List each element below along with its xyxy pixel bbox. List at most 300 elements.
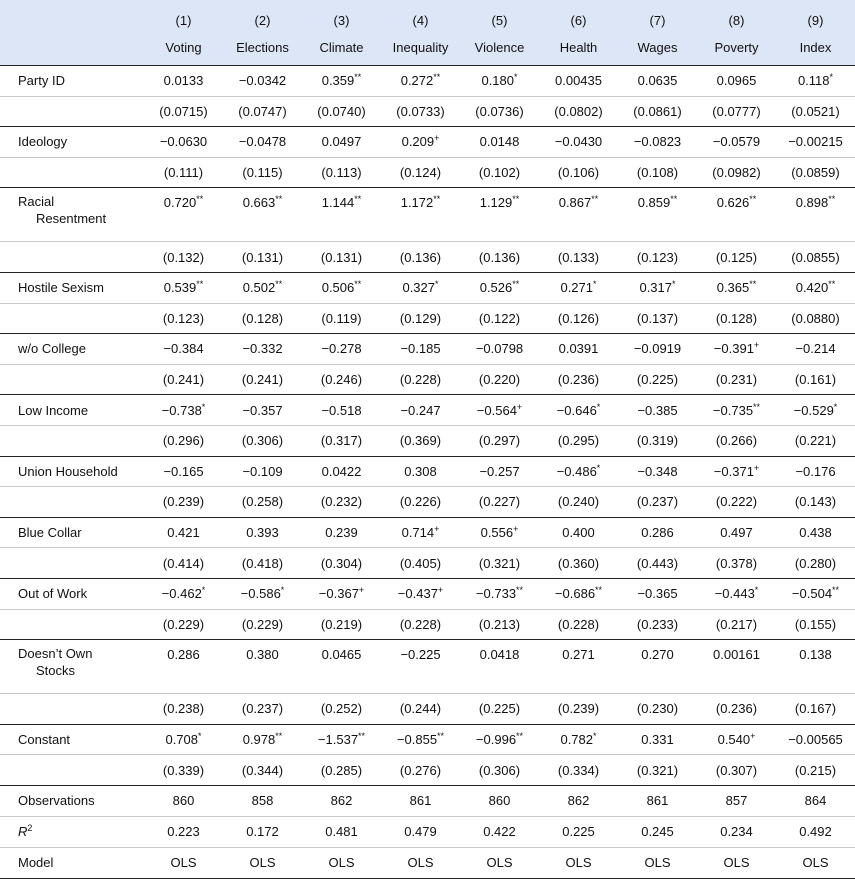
coefficient-cell <box>776 66 855 97</box>
variable-label-line: Ideology <box>18 134 68 150</box>
significance-marker: * <box>593 279 597 290</box>
statistic-value: 862 <box>567 793 590 809</box>
variable-label-line: Out of Work <box>18 586 88 602</box>
standard-error-row <box>0 548 855 579</box>
standard-error-cell: (0.321) <box>478 555 521 571</box>
standard-error-cell: (0.304) <box>320 555 363 571</box>
coefficient-cell <box>302 334 381 365</box>
coefficient-cell <box>144 272 223 303</box>
significance-marker: ** <box>358 730 366 741</box>
statistic-value: OLS <box>723 855 750 871</box>
coefficient-cell <box>618 640 697 694</box>
blank-label-cell <box>0 96 144 127</box>
blank-label-cell <box>0 242 144 273</box>
significance-marker: ** <box>433 72 441 83</box>
standard-error-cell: (0.124) <box>399 165 442 181</box>
coefficient-value: −0.0823 <box>633 134 682 150</box>
coefficient-cell <box>697 334 776 365</box>
coefficient-cell <box>776 724 855 755</box>
statistic-value: 0.492 <box>799 824 832 840</box>
coefficient-cell <box>302 517 381 548</box>
standard-error-cell: (0.143) <box>794 494 837 510</box>
coefficient-cell <box>223 640 302 694</box>
significance-marker: ** <box>433 194 441 205</box>
coefficient-value: −0.0579 <box>712 134 761 150</box>
coefficient-value: 0.0465 <box>321 647 362 663</box>
coefficient-cell <box>460 640 539 694</box>
statistic-label-text: R <box>18 824 28 840</box>
standard-error-cell: (0.119) <box>321 310 362 326</box>
statistic-value: 860 <box>172 793 195 809</box>
standard-error-cell: (0.0855) <box>791 249 840 265</box>
coefficient-value: 0.365 <box>716 280 750 296</box>
coefficient-cell <box>302 127 381 158</box>
statistic-value: 858 <box>251 793 274 809</box>
coefficient-value: 0.0418 <box>479 647 520 663</box>
standard-error-cell: (0.266) <box>715 433 758 449</box>
column-number: (3) <box>333 12 350 28</box>
standard-error-row <box>0 609 855 640</box>
coefficient-cell <box>223 188 302 242</box>
significance-marker: * <box>833 401 838 412</box>
standard-error-cell: (0.225) <box>478 701 521 717</box>
statistic-value: 860 <box>488 793 511 809</box>
column-number: (9) <box>807 12 824 28</box>
standard-error-cell: (0.319) <box>636 433 679 449</box>
coefficient-cell <box>223 127 302 158</box>
significance-marker: * <box>280 585 285 596</box>
statistic-value: OLS <box>802 855 829 871</box>
coefficient-value: 0.359 <box>321 73 355 89</box>
coefficient-value: 0.239 <box>325 525 358 541</box>
coefficient-cell <box>697 517 776 548</box>
coefficient-cell <box>381 578 460 609</box>
variable-label-line: Hostile Sexism <box>18 280 104 296</box>
coefficient-cell <box>618 724 697 755</box>
coefficient-value: 0.506 <box>321 280 355 296</box>
standard-error-cell: (0.280) <box>794 555 837 571</box>
statistic-value: 0.245 <box>641 824 674 840</box>
standard-error-cell: (0.126) <box>557 310 600 326</box>
coefficient-value: 0.331 <box>641 731 674 747</box>
coefficient-value: −0.00565 <box>788 731 843 747</box>
coefficient-cell <box>381 334 460 365</box>
standard-error-cell: (0.405) <box>399 555 442 571</box>
coefficient-value: 0.0133 <box>163 73 204 89</box>
standard-error-cell: (0.132) <box>162 249 205 265</box>
standard-error-cell: (0.418) <box>241 555 284 571</box>
variable-label-line: Constant <box>18 731 71 747</box>
standard-error-cell: (0.0802) <box>554 103 603 119</box>
standard-error-cell: (0.321) <box>636 762 679 778</box>
standard-error-cell: (0.296) <box>162 433 205 449</box>
significance-marker: + <box>434 133 440 144</box>
standard-error-cell: (0.344) <box>241 762 284 778</box>
coefficient-value: −0.518 <box>321 402 362 418</box>
variable-label-line: Low Income <box>18 402 89 418</box>
table-body <box>0 66 855 879</box>
coefficient-cell <box>697 456 776 487</box>
standard-error-cell: (0.136) <box>478 249 521 265</box>
statistic-label-superscript: 2 <box>27 823 33 834</box>
coefficient-cell <box>381 724 460 755</box>
standard-error-cell: (0.155) <box>794 616 837 632</box>
coefficient-row <box>0 272 855 303</box>
coefficient-value: −0.247 <box>400 402 441 418</box>
standard-error-cell: (0.334) <box>557 762 600 778</box>
significance-marker: ** <box>512 279 520 290</box>
standard-error-cell: (0.239) <box>557 701 600 717</box>
standard-error-cell: (0.0740) <box>317 103 366 119</box>
statistic-row <box>0 785 855 816</box>
coefficient-cell <box>144 724 223 755</box>
coefficient-value: 1.129 <box>479 195 513 211</box>
coefficient-cell <box>460 272 539 303</box>
coefficient-cell <box>776 517 855 548</box>
coefficient-value: 0.714 <box>401 525 435 541</box>
standard-error-cell: (0.106) <box>557 165 600 181</box>
coefficient-cell <box>776 334 855 365</box>
coefficient-value: 0.308 <box>404 463 437 479</box>
coefficient-value: 0.0965 <box>716 73 757 89</box>
coefficient-cell <box>697 66 776 97</box>
column-number: (8) <box>728 12 745 28</box>
coefficient-row <box>0 456 855 487</box>
header-number-row <box>0 0 855 34</box>
coefficient-cell <box>223 456 302 487</box>
coefficient-row <box>0 395 855 426</box>
coefficient-value: 0.438 <box>799 525 832 541</box>
column-name: Index <box>799 40 832 55</box>
significance-marker: + <box>753 462 760 473</box>
standard-error-cell: (0.213) <box>478 616 521 632</box>
column-name: Poverty <box>714 40 759 55</box>
coefficient-cell <box>618 578 697 609</box>
coefficient-cell <box>381 66 460 97</box>
variable-label <box>0 395 144 426</box>
standard-error-cell: (0.230) <box>636 701 679 717</box>
coefficient-cell <box>618 272 697 303</box>
significance-marker: ** <box>516 730 524 741</box>
coefficient-cell <box>460 334 539 365</box>
statistic-value: 0.422 <box>483 824 516 840</box>
variable-label-continuation: Resentment <box>36 211 107 227</box>
coefficient-value: −0.185 <box>400 341 441 357</box>
standard-error-cell: (0.237) <box>636 494 679 510</box>
standard-error-cell: (0.239) <box>162 494 205 510</box>
standard-error-row <box>0 487 855 518</box>
column-name: Health <box>559 40 598 55</box>
significance-marker: * <box>201 585 206 596</box>
blank-label-cell <box>0 157 144 188</box>
coefficient-cell <box>302 640 381 694</box>
standard-error-cell: (0.102) <box>478 165 521 181</box>
coefficient-value: −0.437 <box>397 586 438 602</box>
coefficient-value: 0.286 <box>167 647 200 663</box>
standard-error-cell: (0.236) <box>557 372 600 388</box>
significance-marker: * <box>596 401 601 412</box>
significance-marker: * <box>754 585 759 596</box>
column-name: Inequality <box>392 40 449 55</box>
coefficient-cell <box>144 640 223 694</box>
standard-error-cell: (0.125) <box>715 249 758 265</box>
significance-marker: ** <box>354 194 362 205</box>
statistic-value: OLS <box>407 855 434 871</box>
statistic-row <box>0 816 855 847</box>
coefficient-cell <box>539 395 618 426</box>
statistic-value: OLS <box>644 855 671 871</box>
blank-label-cell <box>0 694 144 725</box>
significance-marker: ** <box>828 194 836 205</box>
coefficient-cell <box>460 66 539 97</box>
standard-error-cell: (0.219) <box>320 616 363 632</box>
standard-error-cell: (0.217) <box>715 616 758 632</box>
statistic-row <box>0 847 855 878</box>
standard-error-cell: (0.378) <box>715 555 758 571</box>
coefficient-value: 0.526 <box>479 280 513 296</box>
coefficient-cell <box>539 188 618 242</box>
standard-error-cell: (0.306) <box>241 433 284 449</box>
coefficient-value: 0.502 <box>242 280 276 296</box>
coefficient-row <box>0 127 855 158</box>
significance-marker: ** <box>196 279 204 290</box>
coefficient-cell <box>302 456 381 487</box>
coefficient-value: 0.400 <box>562 525 595 541</box>
significance-marker: * <box>435 279 439 290</box>
coefficient-value: 0.708 <box>165 731 199 747</box>
coefficient-cell <box>144 456 223 487</box>
column-number: (6) <box>570 12 587 28</box>
standard-error-cell: (0.113) <box>321 165 362 181</box>
header-blank-cell <box>0 34 144 66</box>
standard-error-cell: (0.0982) <box>712 165 761 181</box>
coefficient-value: −0.371 <box>713 463 754 479</box>
standard-error-cell: (0.229) <box>241 616 284 632</box>
standard-error-cell: (0.123) <box>162 310 205 326</box>
significance-marker: + <box>437 585 444 596</box>
coefficient-row <box>0 517 855 548</box>
standard-error-cell: (0.228) <box>399 372 442 388</box>
coefficient-value: −0.738 <box>161 402 202 418</box>
coefficient-value: 0.209 <box>401 134 435 150</box>
significance-marker: + <box>358 585 365 596</box>
statistic-value: 861 <box>646 793 669 809</box>
coefficient-cell <box>460 724 539 755</box>
coefficient-value: 0.317 <box>639 280 673 296</box>
coefficient-value: −0.257 <box>479 463 520 479</box>
statistic-value: OLS <box>486 855 513 871</box>
significance-marker: + <box>516 401 523 412</box>
standard-error-cell: (0.220) <box>478 372 521 388</box>
significance-marker: ** <box>595 585 603 596</box>
standard-error-cell: (0.115) <box>242 165 283 181</box>
coefficient-value: 0.539 <box>163 280 197 296</box>
significance-marker: * <box>514 72 518 83</box>
coefficient-value: 0.720 <box>163 195 197 211</box>
statistic-value: 0.479 <box>404 824 437 840</box>
standard-error-cell: (0.237) <box>241 701 284 717</box>
standard-error-cell: (0.306) <box>478 762 521 778</box>
statistic-value: 0.234 <box>720 824 753 840</box>
coefficient-cell <box>776 188 855 242</box>
coefficient-value: −0.357 <box>242 402 283 418</box>
coefficient-value: −0.564 <box>476 402 517 418</box>
coefficient-value: 0.327 <box>402 280 436 296</box>
standard-error-row <box>0 364 855 395</box>
table-header <box>0 0 855 66</box>
coefficient-value: −1.537 <box>317 731 359 747</box>
standard-error-cell: (0.258) <box>241 494 284 510</box>
coefficient-value: 0.180 <box>481 73 515 89</box>
coefficient-cell <box>223 272 302 303</box>
variable-label <box>0 640 144 694</box>
significance-marker: + <box>513 524 519 535</box>
statistic-value: 862 <box>330 793 353 809</box>
coefficient-value: 0.00161 <box>713 647 760 663</box>
coefficient-cell <box>223 517 302 548</box>
coefficient-cell <box>460 395 539 426</box>
statistic-label <box>0 847 144 878</box>
standard-error-cell: (0.0733) <box>396 103 445 119</box>
coefficient-cell <box>776 272 855 303</box>
standard-error-cell: (0.244) <box>399 701 442 717</box>
coefficient-value: −0.733 <box>475 586 517 602</box>
standard-error-cell: (0.369) <box>399 433 442 449</box>
standard-error-cell: (0.225) <box>636 372 679 388</box>
coefficient-cell <box>539 272 618 303</box>
standard-error-cell: (0.227) <box>478 494 521 510</box>
blank-label-cell <box>0 487 144 518</box>
variable-label <box>0 517 144 548</box>
significance-marker: ** <box>354 279 362 290</box>
coefficient-cell <box>776 456 855 487</box>
coefficient-cell <box>381 127 460 158</box>
standard-error-cell: (0.0777) <box>712 103 761 119</box>
standard-error-cell: (0.229) <box>162 616 205 632</box>
variable-label <box>0 272 144 303</box>
coefficient-cell <box>144 188 223 242</box>
standard-error-cell: (0.238) <box>162 701 205 717</box>
coefficient-cell <box>223 724 302 755</box>
coefficient-value: 0.978 <box>242 731 276 747</box>
variable-label <box>0 724 144 755</box>
coefficient-value: −0.384 <box>163 341 204 357</box>
standard-error-cell: (0.339) <box>162 762 205 778</box>
standard-error-cell: (0.414) <box>162 555 205 571</box>
coefficient-value: 0.0635 <box>637 73 678 89</box>
coefficient-value: −0.365 <box>637 586 678 602</box>
coefficient-cell <box>697 127 776 158</box>
standard-error-cell: (0.246) <box>320 372 363 388</box>
coefficient-cell <box>776 640 855 694</box>
coefficient-value: −0.0478 <box>238 134 287 150</box>
coefficient-cell <box>144 395 223 426</box>
statistic-value: OLS <box>565 855 592 871</box>
coefficient-value: 0.286 <box>641 525 674 541</box>
coefficient-value: 1.172 <box>400 195 434 211</box>
coefficient-cell <box>144 66 223 97</box>
coefficient-value: −0.996 <box>475 731 517 747</box>
significance-marker: ** <box>749 194 757 205</box>
coefficient-value: 0.867 <box>558 195 592 211</box>
standard-error-cell: (0.131) <box>320 249 363 265</box>
coefficient-cell <box>223 334 302 365</box>
coefficient-value: 0.0422 <box>321 463 362 479</box>
standard-error-cell: (0.222) <box>715 494 758 510</box>
variable-label <box>0 578 144 609</box>
significance-marker: * <box>596 462 601 473</box>
statistic-label <box>0 785 144 816</box>
header-blank-cell <box>0 0 144 34</box>
standard-error-cell: (0.231) <box>715 372 758 388</box>
coefficient-value: −0.486 <box>556 463 597 479</box>
column-name: Voting <box>165 40 202 55</box>
coefficient-cell <box>618 517 697 548</box>
coefficient-row <box>0 724 855 755</box>
significance-marker: ** <box>437 730 445 741</box>
coefficient-value: 0.898 <box>795 195 829 211</box>
coefficient-value: 0.663 <box>242 195 276 211</box>
significance-marker: ** <box>749 279 757 290</box>
variable-label-line: Doesn’t Own <box>18 646 93 662</box>
statistic-value: 0.223 <box>167 824 200 840</box>
coefficient-value: −0.443 <box>714 586 755 602</box>
standard-error-cell: (0.241) <box>162 372 205 388</box>
column-number: (1) <box>175 12 192 28</box>
significance-marker: + <box>753 340 760 351</box>
standard-error-cell: (0.228) <box>557 616 600 632</box>
coefficient-cell <box>618 334 697 365</box>
coefficient-value: −0.225 <box>400 647 441 663</box>
standard-error-row <box>0 157 855 188</box>
coefficient-cell <box>539 517 618 548</box>
coefficient-value: −0.646 <box>556 402 597 418</box>
statistic-value: 0.225 <box>562 824 595 840</box>
standard-error-cell: (0.137) <box>636 310 679 326</box>
coefficient-cell <box>302 188 381 242</box>
standard-error-cell: (0.122) <box>478 310 521 326</box>
statistic-value: 0.481 <box>325 824 358 840</box>
coefficient-value: −0.586 <box>240 586 281 602</box>
standard-error-cell: (0.285) <box>320 762 363 778</box>
coefficient-value: 0.270 <box>641 647 674 663</box>
coefficient-value: 0.859 <box>637 195 671 211</box>
statistic-value: 864 <box>804 793 827 809</box>
coefficient-cell <box>539 724 618 755</box>
coefficient-cell <box>302 395 381 426</box>
coefficient-cell <box>697 395 776 426</box>
significance-marker: ** <box>275 730 283 741</box>
coefficient-value: 0.393 <box>246 525 279 541</box>
coefficient-value: −0.0342 <box>238 73 287 89</box>
standard-error-cell: (0.0880) <box>791 310 840 326</box>
significance-marker: ** <box>828 279 836 290</box>
coefficient-value: 0.138 <box>799 647 832 663</box>
header-name-row <box>0 34 855 66</box>
coefficient-cell <box>539 640 618 694</box>
variable-label-continuation: Stocks <box>36 663 76 679</box>
coefficient-cell <box>223 578 302 609</box>
significance-marker: ** <box>591 194 599 205</box>
blank-label-cell <box>0 364 144 395</box>
coefficient-value: −0.529 <box>793 402 834 418</box>
standard-error-cell: (0.215) <box>794 762 837 778</box>
coefficient-cell <box>460 517 539 548</box>
standard-error-cell: (0.252) <box>320 701 363 717</box>
significance-marker: * <box>198 730 202 741</box>
coefficient-value: −0.00215 <box>788 134 843 150</box>
standard-error-cell: (0.0521) <box>791 103 840 119</box>
